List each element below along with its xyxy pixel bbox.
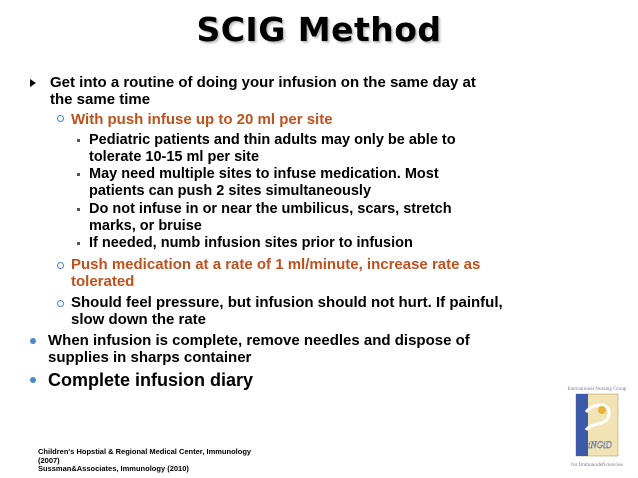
subbullet-push-rate-line1: Push medication at a rate of 1 ml/minute, increase rate as: [71, 256, 481, 273]
tertiary-umbilicus-line1: Do not infuse in or near the umbilicus, scars, stretch: [89, 201, 452, 217]
tertiary-umbilicus-line2: marks, or bruise: [89, 218, 202, 234]
bullet-complete-line1: When infusion is complete, remove needles and dispose of: [48, 332, 470, 349]
square-bullet-icon: [77, 242, 80, 245]
svg-text:International Nursing Group: International Nursing Group: [567, 386, 627, 392]
bullet-complete-line2: supplies in sharps container: [48, 349, 252, 366]
tertiary-multiple-sites-line1: May need multiple sites to infuse medication. Most: [89, 166, 439, 182]
slide-title: SCIG Method: [196, 10, 442, 49]
triangle-bullet-icon: [30, 79, 36, 87]
ingid-logo: [556, 382, 638, 472]
svg-text:iNGiD: iNGiD: [587, 440, 613, 450]
square-bullet-icon: [77, 208, 80, 211]
reference-line-1: Children's Hopstial & Regional Medical Center, Immunology: [38, 447, 252, 456]
bullet-routine-line2: the same time: [50, 91, 151, 108]
tertiary-pediatric-line2: tolerate 10-15 ml per site: [89, 149, 260, 165]
subbullet-pressure-line1: Should feel pressure, but infusion should not hurt. If painful,: [71, 294, 503, 311]
circle-bullet-icon: [57, 115, 64, 122]
square-bullet-icon: [77, 173, 80, 176]
subbullet-pressure-line2: slow down the rate: [71, 311, 207, 328]
circle-bullet-icon: [57, 262, 64, 269]
subbullet-push-rate-line2: tolerated: [71, 273, 135, 290]
svg-text:for Immunodeficiencies: for Immunodeficiencies: [571, 462, 623, 468]
tertiary-multiple-sites-line2: patients can push 2 sites simultaneously: [89, 183, 372, 199]
reference-line-2: (2007): [38, 455, 60, 465]
tertiary-pediatric-line1: Pediatric patients and thin adults may only be able to: [89, 132, 456, 148]
tertiary-numb-sites: If needed, numb infusion sites prior to infusion: [89, 235, 413, 251]
references: [38, 448, 251, 474]
square-bullet-icon: [77, 139, 80, 142]
reference-line-3: Sussman&Associates, Immunology (2010): [38, 464, 189, 473]
round-bullet-icon: [30, 338, 36, 344]
circle-bullet-icon: [57, 300, 64, 307]
bullet-diary: Complete infusion diary: [48, 370, 254, 390]
bullet-routine-line1: Get into a routine of doing your infusion on the same day at: [50, 74, 476, 91]
round-bullet-icon: [30, 377, 36, 383]
subbullet-push-infuse: With push infuse up to 20 ml per site: [71, 111, 333, 128]
